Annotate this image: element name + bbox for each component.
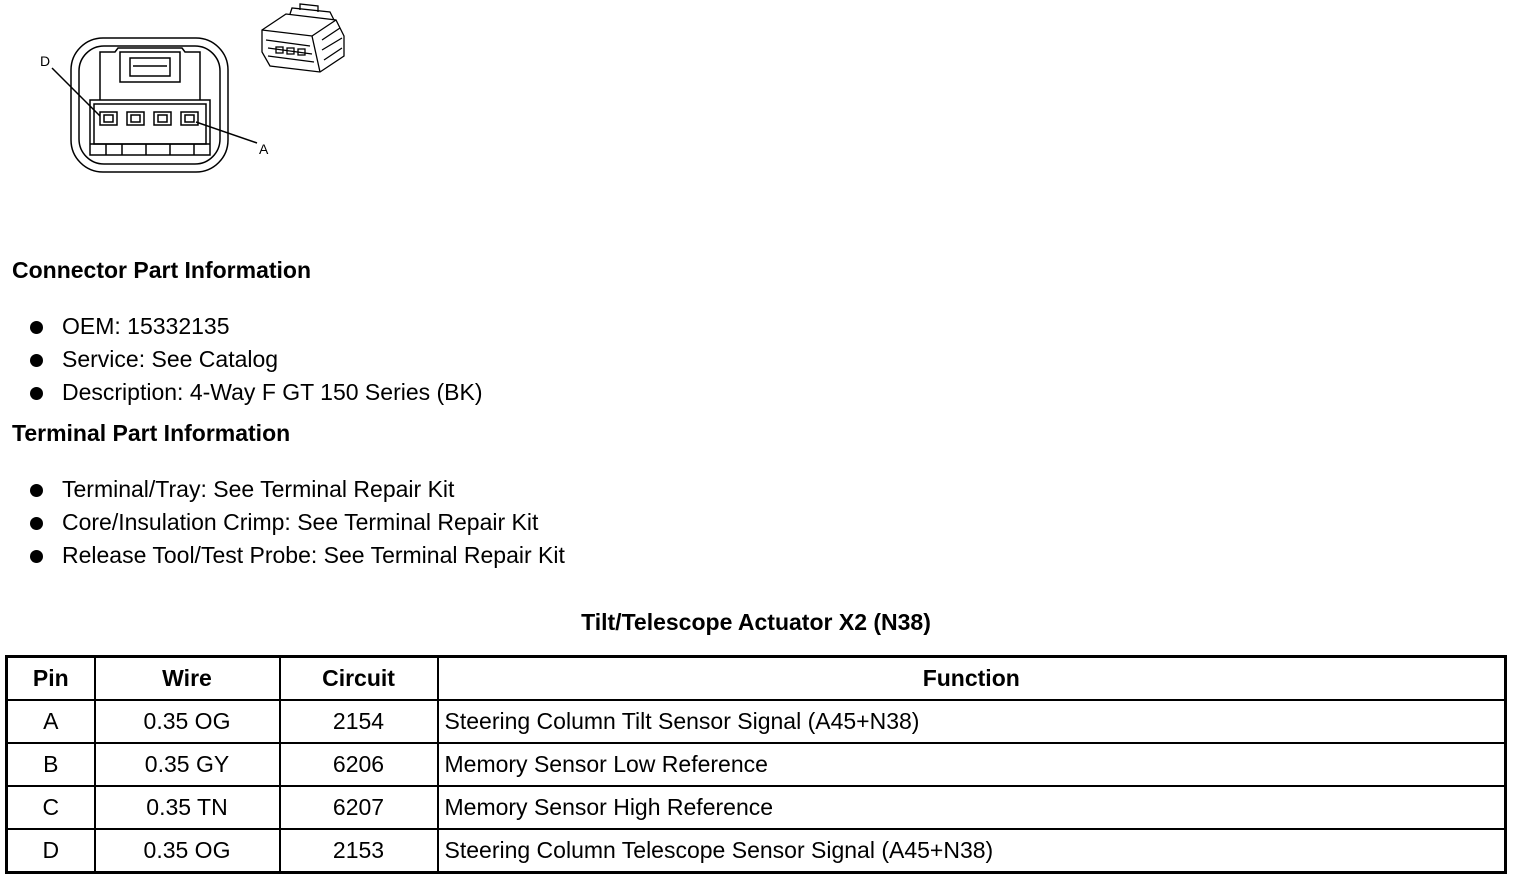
bullet-icon <box>30 387 43 400</box>
list-item <box>28 343 483 376</box>
wire-cell: 0.35 GY <box>95 743 280 786</box>
bullet-icon <box>30 484 43 497</box>
circuit-cell: 6206 <box>280 743 438 786</box>
cavity-c <box>127 112 144 125</box>
circuit-cell: 6207 <box>280 786 438 829</box>
table-header-row <box>7 657 1506 701</box>
table-row <box>7 786 1506 829</box>
pin-table <box>5 655 1507 874</box>
terminal-info-heading: Terminal Part Information <box>12 420 291 446</box>
pin-table-title: Tilt/Telescope Actuator X2 (N38) <box>581 609 931 635</box>
table-row <box>7 829 1506 873</box>
cavity-d <box>100 112 117 125</box>
list-item-text: Release Tool/Test Probe: See Terminal Repair Kit <box>62 542 565 568</box>
wire-cell: 0.35 OG <box>95 700 280 743</box>
table-row <box>7 700 1506 743</box>
function-cell: Steering Column Telescope Sensor Signal (A45+N38) <box>438 829 1506 873</box>
pin-cell: A <box>7 700 95 743</box>
cavity-a <box>181 112 198 125</box>
list-item-text: Core/Insulation Crimp: See Terminal Repair Kit <box>62 509 539 535</box>
wire-cell: 0.35 TN <box>95 786 280 829</box>
list-item <box>28 506 565 539</box>
pin-cell: B <box>7 743 95 786</box>
list-item <box>28 376 483 409</box>
column-header-wire: Wire <box>95 657 280 701</box>
column-header-function: Function <box>438 657 1506 701</box>
connector-isometric-view <box>262 4 344 72</box>
table-row <box>7 743 1506 786</box>
list-item <box>28 473 565 506</box>
function-cell: Memory Sensor Low Reference <box>438 743 1506 786</box>
list-item-text: OEM: 15332135 <box>62 313 230 339</box>
connector-info-heading: Connector Part Information <box>12 257 312 283</box>
terminal-info-list <box>28 473 565 572</box>
connector-latch <box>100 48 200 100</box>
circuit-cell: 2154 <box>280 700 438 743</box>
function-cell: Steering Column Tilt Sensor Signal (A45+N38) <box>438 700 1506 743</box>
function-cell: Memory Sensor High Reference <box>438 786 1506 829</box>
wire-cell: 0.35 OG <box>95 829 280 873</box>
pin-cell: C <box>7 786 95 829</box>
bullet-icon <box>30 354 43 367</box>
circuit-cell: 2153 <box>280 829 438 873</box>
column-header-pin: Pin <box>7 657 95 701</box>
column-header-circuit: Circuit <box>280 657 438 701</box>
list-item-text: Terminal/Tray: See Terminal Repair Kit <box>62 476 455 502</box>
list-item <box>28 310 483 343</box>
list-item <box>28 539 565 572</box>
cavity-b <box>154 112 171 125</box>
connector-diagram <box>0 0 380 200</box>
bullet-icon <box>30 550 43 563</box>
pin-label-d: D <box>40 53 51 69</box>
pin-label-a: A <box>259 141 269 157</box>
pin-cell: D <box>7 829 95 873</box>
connector-info-list <box>28 310 483 409</box>
bullet-icon <box>30 517 43 530</box>
list-item-text: Description: 4-Way F GT 150 Series (BK) <box>62 379 483 405</box>
list-item-text: Service: See Catalog <box>62 346 279 372</box>
bullet-icon <box>30 321 43 334</box>
